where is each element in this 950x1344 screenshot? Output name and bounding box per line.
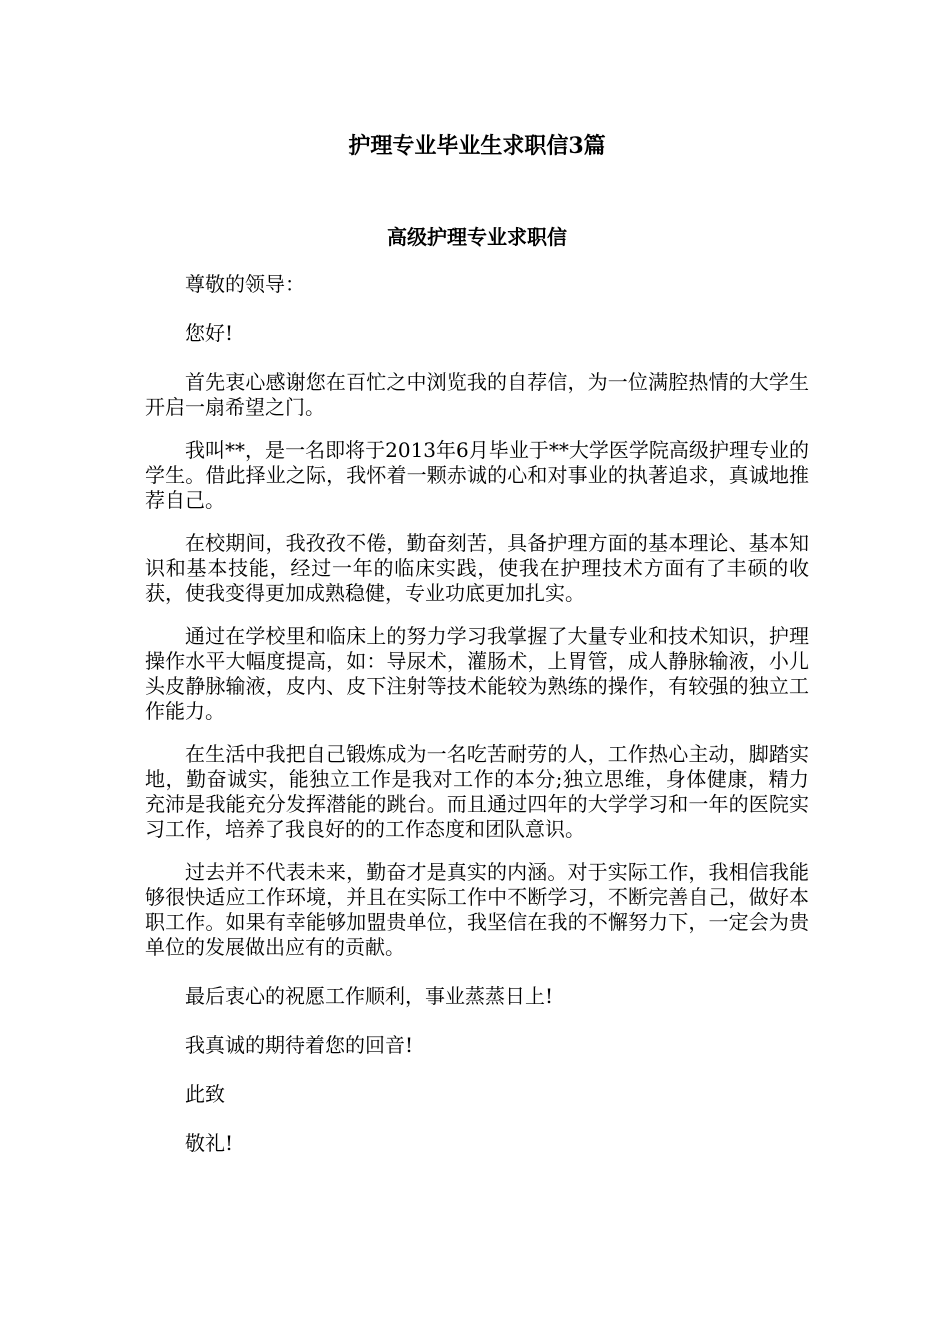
body-paragraph: 通过在学校里和临床上的努力学习我掌握了大量专业和技术知识，护理操作水平大幅度提高，如：导尿术，灌肠术，上胃管，成人静脉输液，小儿头皮静脉输液，皮内、皮下注射等技术能较为熟练的操作，有较强的独立工作能力。 — [145, 624, 809, 723]
closing-expectation: 我真诚的期待着您的回音! — [185, 1033, 414, 1057]
body-paragraph: 在校期间，我孜孜不倦，勤奋刻苦，具备护理方面的基本理论、基本知识和基本技能，经过一年的临床实践，使我在护理技术方面有了丰硕的收获，使我变得更加成熟稳健，专业功底更加扎实。 — [145, 531, 809, 605]
body-paragraph: 过去并不代表未来，勤奋才是真实的内涵。对于实际工作，我相信我能够很快适应工作环境，并且在实际工作中不断学习，不断完善自己，做好本职工作。如果有幸能够加盟贵单位，我坚信在我的不懈努力下，一定会为贵单位的发展做出应有的贡献。 — [145, 860, 809, 959]
salutation: 尊敬的领导： — [185, 272, 305, 296]
body-paragraph: 首先衷心感谢您在百忙之中浏览我的自荐信，为一位满腔热情的大学生开启一扇希望之门。 — [145, 370, 809, 419]
closing-jingli: 敬礼! — [185, 1131, 234, 1155]
document-page — [145, 128, 809, 1156]
document-title: 护理专业毕业生求职信3篇 — [348, 133, 606, 159]
closing-cizhi: 此致 — [185, 1082, 225, 1106]
body-paragraph: 我叫**，是一名即将于2013年6月毕业于**大学医学院高级护理专业的学生。借此择业之际，我怀着一颗赤诚的心和对事业的执著追求，真诚地推荐自己。 — [145, 438, 809, 512]
body-paragraph: 在生活中我把自己锻炼成为一名吃苦耐劳的人，工作热心主动，脚踏实地，勤奋诚实，能独立工作是我对工作的本分;独立思维，身体健康，精力充沛是我能充分发挥潜能的跳台。而且通过四年的大学学习和一年的医院实习工作，培养了我良好的的工作态度和团队意识。 — [145, 742, 809, 841]
greeting: 您好! — [185, 321, 234, 345]
section-title: 高级护理专业求职信 — [387, 225, 567, 249]
closing-wish: 最后衷心的祝愿工作顺利，事业蒸蒸日上! — [185, 984, 554, 1008]
